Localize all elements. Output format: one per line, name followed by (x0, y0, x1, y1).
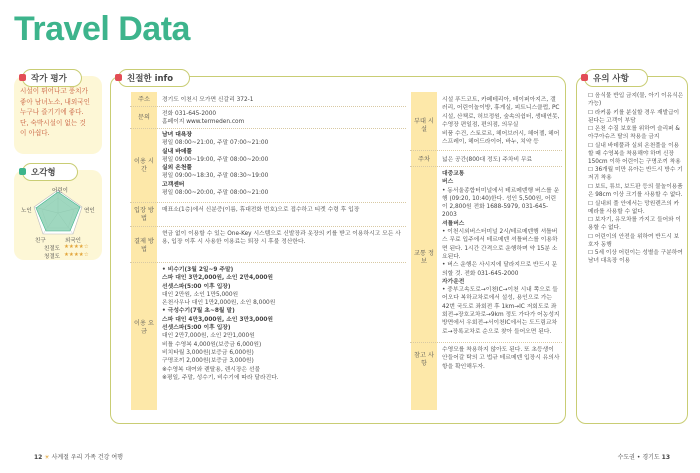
facilities-text: 시설 푸드코트, 카페테리아, 테이퍼아지즈, 갤러리, 어린이놀이방, 휴게실, 피트니스클럽, PC 시설, 산책로, 허브정원, 숲속의쉼터, 생태연못, 수영장 편일점, 편의점, 의무실 (442, 97, 560, 128)
fee-line: • 극성수기(7월 초~8월 말) (162, 308, 235, 315)
inquiry-label: 문의 (138, 114, 150, 121)
entry-text: 매표소(1층)에서 신분증(이름, 휴대전화 번호)으로 접수하고 티켓 수령 후 입장 (162, 207, 360, 213)
fee-line: • 비수기(3월 2일~9 주말) (162, 267, 234, 273)
axis-label-left: 노인 (21, 208, 32, 214)
clean-stars: ★★★★☆ (64, 252, 89, 258)
caution-item: ☐ 어린이의 안전을 위하여 반드시 보호자 동행 (588, 233, 684, 249)
hours-time: 평일 09:00~19:00, 주말 08:00~20:00 (162, 156, 269, 163)
caution-item: ☐ 온천 수질 보호를 위하여 슬리퍼 & 아쿠아슈즈 탈의 착용을 금지 (588, 125, 684, 141)
fee-line: 구명조끼 2,000원(보증금 3,000원) (162, 358, 254, 365)
tips-text: 수영모를 착용하지 않아도 된다. 또 초등생이 안들어갈 탁의 고 법규 테르메덴 입장시 유의사항을 확인해두자. (442, 347, 560, 370)
inquiry-web: 홈페이지 www.termeden.com (162, 119, 245, 125)
hours-title: 고객센터 (162, 181, 185, 188)
page-title: Travel Data (14, 10, 190, 48)
footer-right (618, 452, 670, 461)
row-divider (410, 150, 562, 151)
row-divider (130, 128, 406, 129)
friendly-label: 친절도 (44, 246, 60, 252)
parking-text: 넓은 공간(800대 정도) 주차비 무료 (442, 157, 533, 163)
hours-time: 평일 09:00~18:30, 주말 08:30~19:00 (162, 173, 269, 180)
hours-time: 평일 08:00~20:00, 주말 08:00~21:00 (162, 190, 269, 197)
transport-label: 교통 정보 (414, 250, 434, 265)
transport-line: • 동서울종합터미널에서 테르메덴행 버스를 운행 (09:20, 10:40)한다. 성인 5,500원, 어린이 2,800원 전화 1688-5979, 031-645-2003 (442, 187, 560, 219)
caution-item: ☐ 36개월 미만 유아는 반드시 방수 기저귀 착용 (588, 166, 684, 182)
parking-label: 주차 (418, 156, 430, 163)
clean-label: 청결도 (44, 254, 60, 260)
fee-line: 온천사우나 대인 1만2,000원, 소인 8,000원 (162, 300, 276, 307)
fee-line: 스파 대인 3만2,000원, 소인 2만4,000원 (162, 275, 274, 282)
caution-item: ☐ 음식물 반입 금지(물, 아기 이유식은 가능) (588, 92, 684, 108)
axis-label-bottom-right: 외국인 (65, 238, 81, 244)
fee-line: ※수영복 대여와 렌탈용, 렌시장은 선불 (162, 366, 261, 373)
caution-item: ☐ 보트, 튜브, 보드판 등의 물놀이용품은 98cm 이상 크기를 사용할 수 없다. (588, 183, 684, 199)
axis-label-top: 어린이 (52, 188, 68, 194)
hours-title: 남녀 대욕장 (162, 132, 193, 138)
transport-line: 자가운전 (442, 278, 465, 285)
caution-list (588, 92, 684, 266)
address: 경기도 이천시 모가면 신갈리 372-1 (162, 97, 254, 103)
hours-title: 실내 바데풀 (162, 148, 193, 155)
footer-left (34, 452, 123, 461)
rental-text: 비품 수건, 스토로르, 헤어브러시, 헤어젤, 헤어스프레이, 헤어드라이어, 바누, 치약 등 (442, 131, 560, 146)
footer-bullet-icon: ☀ (44, 454, 52, 461)
friendly-stars: ★★★★☆ (64, 244, 89, 250)
tips-label: 참고 사항 (414, 352, 434, 367)
review-text: 시설이 뛰어나고 풍치가 좋아 남녀노소, 내외국인 누구나 즐기기에 좋다. 단, 숙박시설이 없는 것이 아쉽다. (20, 87, 90, 138)
transport-line: 대중교통 (442, 171, 465, 177)
caution-item: ☐ 실내외 풀 안에서는 망원렌즈의 카메라를 사용할 수 없다. (588, 200, 684, 216)
caution-heading: 유의 사항 (584, 69, 648, 87)
rating-heading: 오각형 (22, 163, 78, 181)
page-number-left: 12 (34, 454, 43, 461)
fee-line: 선셋스파(5:00 이후 입장) (162, 283, 231, 290)
caution-item: ☐ 라커룸 키를 분실할 경우 재발급이 된다는 고객이 부담 (588, 109, 684, 125)
axis-label-bottom-left: 친구 (35, 238, 46, 244)
caution-item: ☐ 보자기, 유모차를 가지고 들어와 이용할 수 없다. (588, 216, 684, 232)
row-divider (130, 262, 406, 263)
hours-time: 평일 08:00~21:00, 주말 07:00~21:00 (162, 140, 269, 147)
row-divider (130, 202, 406, 203)
page-number-right: 13 (661, 454, 670, 461)
address-label: 주소 (138, 96, 150, 103)
caution-item: ☐ 실내 바데풀과 실외 온천풀을 이용할 때 수영복을 착용해야 하며 신장 150cm 이하 어린이는 구명조끼 착용 (588, 142, 684, 166)
fee-line: ※평일, 주말, 성수기, 비수기에 따라 달라진다. (162, 374, 279, 381)
pay-text: 현금 없이 이용할 수 있는 One-Key 시스템으로 신발장과 옷장의 키를 받고 이용하시고 모든 사용, 입장 이후 시 사용한 이용료는 퇴장 시 후불 정산한다. (162, 231, 401, 246)
caution-item: ☐ 5세 이상 어린이는 성별을 구분하여 남녀 대욕장 이용 (588, 249, 684, 265)
fee-line: 대인 2만7,000원, 소인 2만1,000원 (162, 333, 255, 340)
transport-line: 버스 (442, 179, 454, 186)
axis-label-right: 연인 (84, 208, 95, 214)
row-divider (130, 106, 406, 107)
fee-list (162, 266, 402, 382)
transport-list (442, 170, 560, 336)
hours-title: 실외 온천풀 (162, 165, 193, 172)
fee-line: 비치타월 3,000원(보증금 6,000원) (162, 349, 254, 356)
row-divider (130, 226, 406, 227)
transport-line: • 버스 운행은 사시지에 달라지므로 반드시 문의할 것. 전화 031-645-2000 (442, 262, 558, 277)
footer-right-title: 수도권 • 경기도 (617, 454, 660, 461)
row-divider (410, 342, 562, 343)
fee-line: 대인 2만원, 소인 1만5,000원 (162, 291, 239, 298)
transport-line: • 중부고속도로→이천IC→이천 시내 쪽으로 들어오다 복하교차로에서 설성, 용인으로 가는 42번 국도로 좌회전 후 1km→IC 저회도로 좌회전→장호교차로→9km 정도 가다가 어농성지 방면에서 우회전→서이천IC에서는 도드림교차로→장록교차로 순으로 찾아 들어오면 된다. (442, 287, 560, 335)
review-heading: 작가 평가 (22, 69, 82, 87)
transport-line: 셔틀버스 (442, 220, 465, 227)
transport-line: • 이천시외버스터미널 2시/테르메덴행 셔틀버스 무료 입주에서 테르메덴 셔틀버스를 이용하면 된다. 1시간 간격으로 운행하며 약 15분 소요된다. (442, 229, 558, 260)
row-divider (410, 166, 562, 167)
footer-left-title: 사계절 우리 가족 건강 여행 (51, 454, 123, 461)
entry-label: 입장 방법 (134, 207, 154, 222)
pay-label: 결제 방법 (134, 238, 154, 253)
fee-line: 스파 대인 4만3,000원, 소인 3만3,000원 (162, 316, 274, 323)
facilities-label: 부대 시설 (414, 118, 434, 133)
info-heading: 친절한 info (118, 69, 190, 87)
fee-line: 선셋스파(5:00 이후 입장) (162, 325, 231, 332)
hours-label: 이용 시간 (134, 158, 154, 173)
fee-label: 이용 요금 (134, 320, 154, 335)
inquiry-phone: 전화 031-645-2000 (162, 111, 217, 117)
hours-list (162, 131, 402, 197)
fee-line: 비틀 수영복 4,000원(보증금 6,000원) (162, 341, 262, 348)
